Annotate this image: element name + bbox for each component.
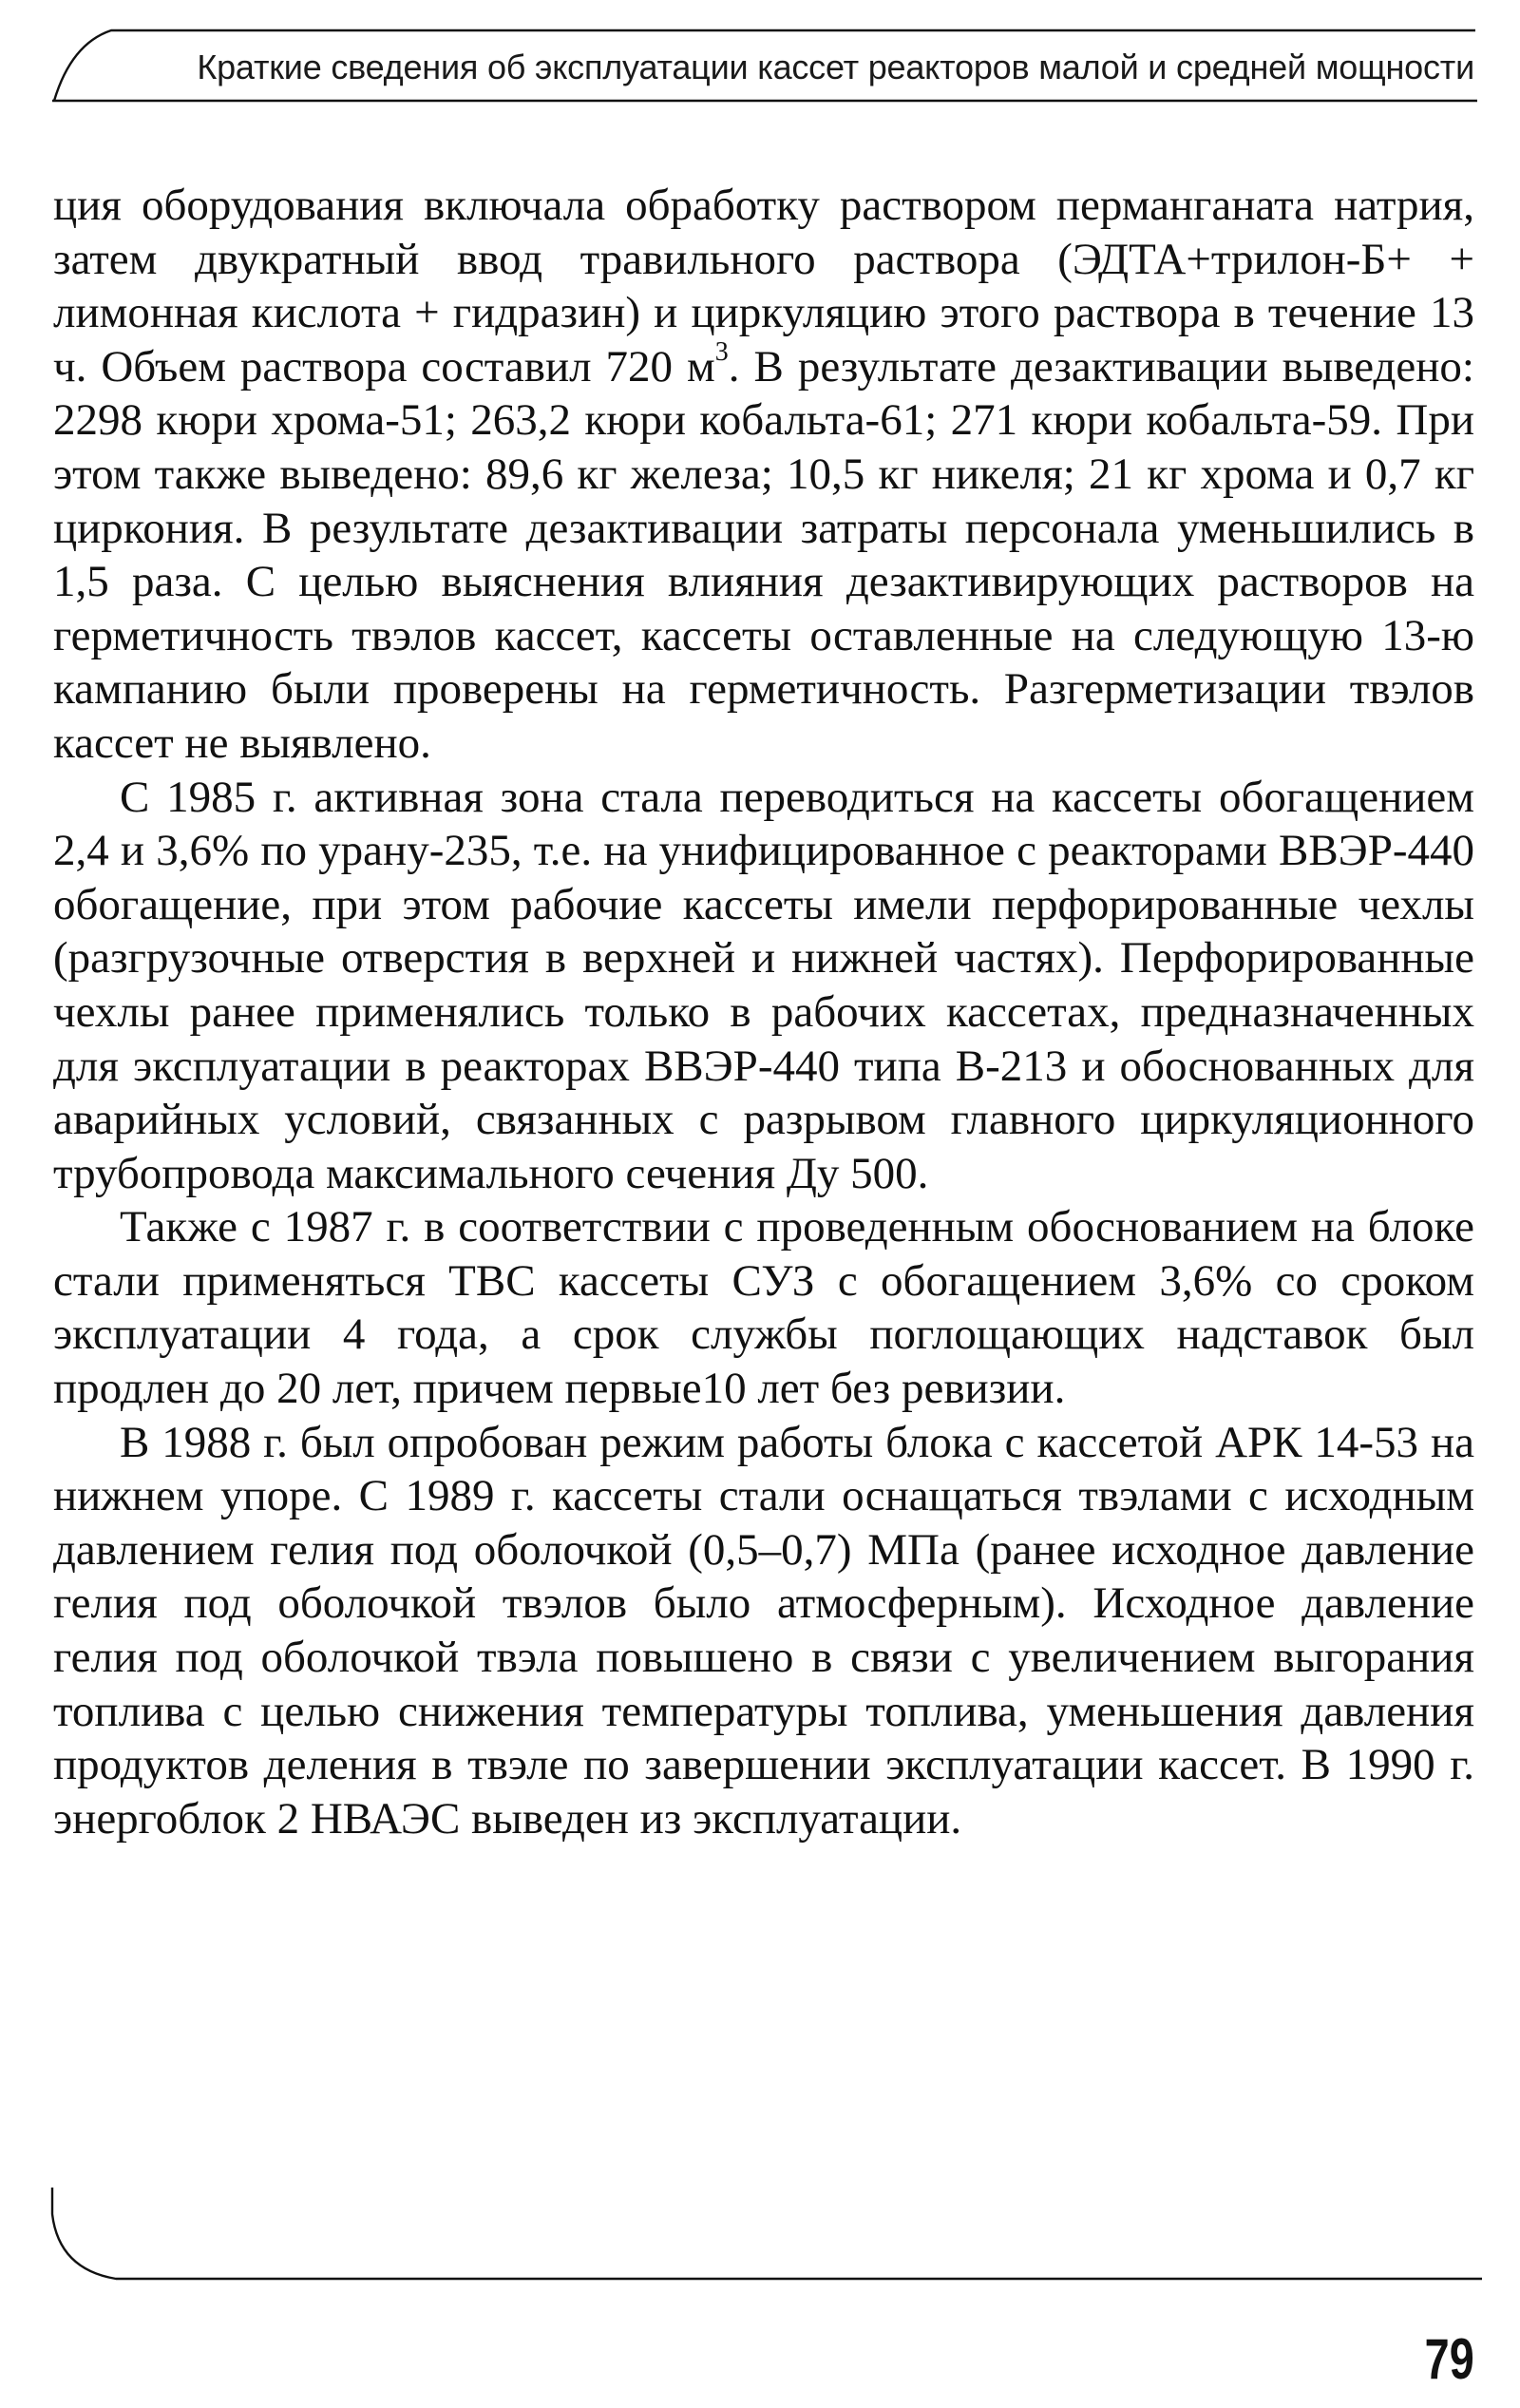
paragraph-1-part-b: . В результате дезактивации выведено: 2298 кюри хрома-51; 263,2 кюри кобальта-61; 271 кюри кобальта-59. При этом также выведено: 89,6 кг железа; 10,5 кг никеля; 21 кг хрома и 0,7 кг циркония. В результате дезактивации затраты персонала уменьшились в 1,5 раза. С целью выяснения влияния дезактивирующих растворов на герметичность твэлов кассет, кассеты оставленные на следующую 13-ю кампанию были проверены на герметичность. Разгерметизации твэлов кассет не выявлено. — [53, 341, 1474, 768]
page-number: 79 — [1424, 2327, 1474, 2391]
running-head: Краткие сведения об эксплуатации кассет реакторов малой и средней мощности — [197, 48, 1474, 86]
paragraph-1-part-a: ция оборудования включала обработку раствором перманганата натрия, затем двукратный ввод травильного раствора (ЭДТА+трилон-Б+ + лимонная кислота + гидразин) и циркуляцию этого раствора в течение 13 ч. Объем раствора составил 720 м — [53, 181, 1474, 392]
paragraph-4: В 1988 г. был опробован режим работы блока с кассетой АРК 14-53 на нижнем упоре. С 1989 г. кассеты стали оснащаться твэлами с исходным давлением гелия под оболочкой (0,5–0,7) МПа (ранее исходное давление гелия под оболочкой твэлов было атмосферным). Исходное давление гелия под оболочкой твэла повышено в связи с увеличением выгорания топлива с целью снижения температуры топлива, уменьшения давления продуктов деления в твэле по завершении эксплуатации кассет. В 1990 г. энергоблок 2 НВАЭС выведен из эксплуатации. — [53, 1417, 1474, 1844]
footer-frame — [49, 2186, 1484, 2300]
footer-rule — [49, 2186, 1484, 2300]
body-text — [53, 179, 1474, 1845]
paragraph-2: С 1985 г. активная зона стала переводиться на кассеты обогащением 2,4 и 3,6% по урану-235, т.е. на унифицированное с реакторами ВВЭР-440 обогащение, при этом рабочие кассеты имели перфорированные чехлы (разгрузочные отверстия в верхней и нижней частях). Перфорированные чехлы ранее применялись только в рабочих кассетах, предназначенных для эксплуатации в реакторах ВВЭР-440 типа В-213 и обоснованных для аварийных условий, связанных с разрывом главного циркуляционного трубопровода максимального сечения Ду 500. — [53, 772, 1474, 1198]
superscript-cube: 3 — [714, 336, 729, 367]
paragraph-3: Также с 1987 г. в соответствии с проведенным обоснованием на блоке стали применяться ТВС кассеты СУЗ с обогащением 3,6% со сроком эксплуатации 4 года, а срок службы поглощающих надставок был продлен до 20 лет, причем первые10 лет без ревизии. — [53, 1202, 1474, 1414]
paragraph-1 — [53, 179, 1474, 771]
